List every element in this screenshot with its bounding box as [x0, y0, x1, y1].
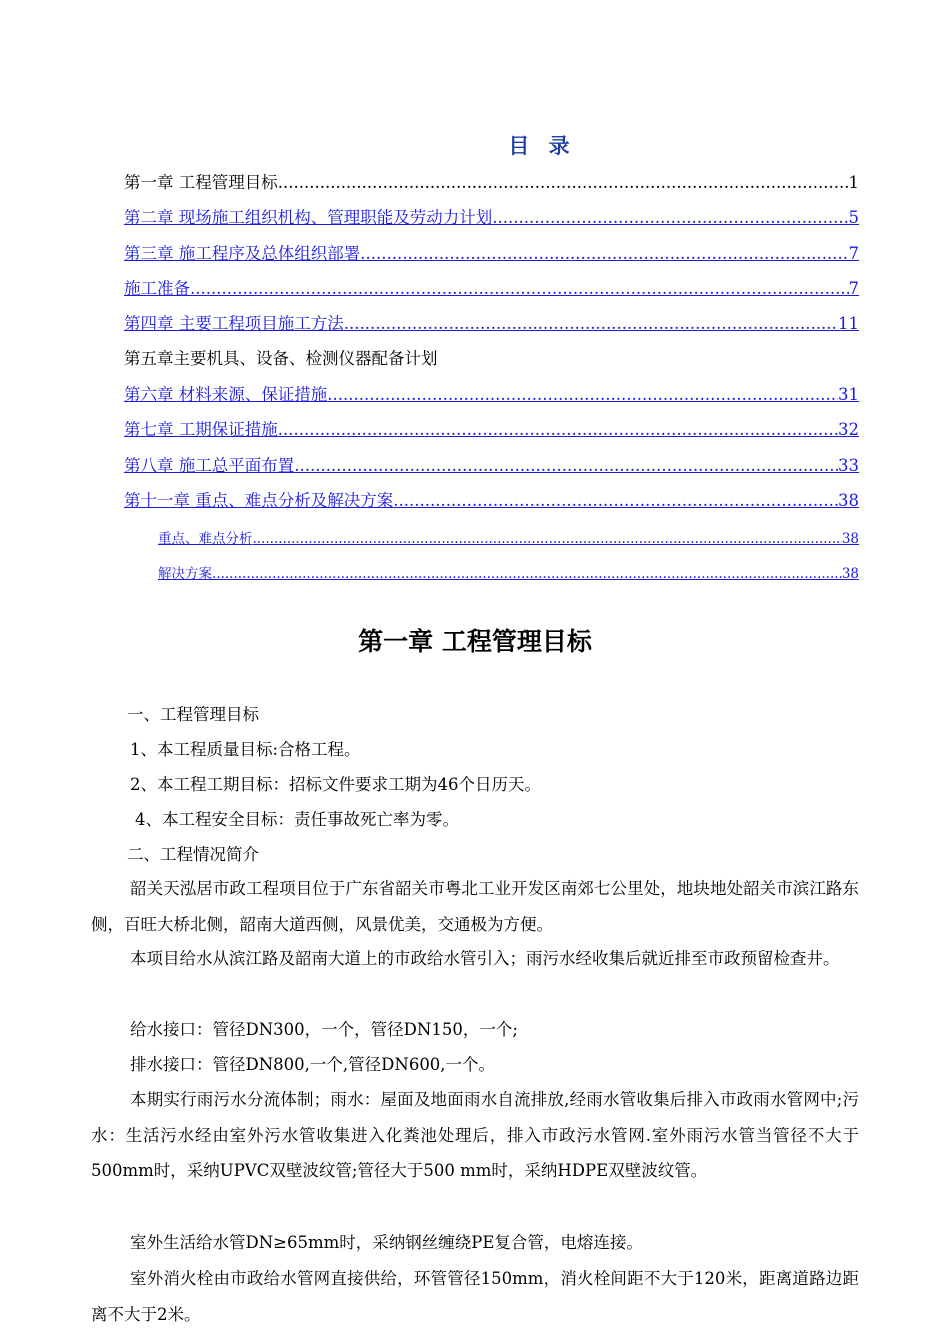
- paragraph: 4、本工程安全目标：责任事故死亡率为零。: [135, 810, 459, 829]
- paragraph: 本项目给水从滨江路及韶南大道上的市政给水管引入；雨污水经收集后就近排至市政预留检查井。: [130, 949, 840, 968]
- toc-entry-link[interactable]: [124, 490, 859, 512]
- paragraph: 室外生活给水管DN≥65mm时，采纳钢丝缠绕PE复合管，电熔连接。: [130, 1233, 643, 1252]
- toc-leader-dots: [278, 172, 849, 194]
- toc-entry-page: 11: [838, 314, 859, 333]
- toc-entry-title: 第二章 现场施工组织机构、管理职能及劳动力计划: [124, 208, 493, 227]
- toc-entry-title: 解决方案: [158, 566, 212, 582]
- toc-entry-title: 施工准备: [124, 279, 190, 298]
- toc-entry-title: 第七章 工期保证措施: [124, 420, 278, 439]
- toc-leader-dots: [344, 313, 838, 335]
- toc-leader-dots: [253, 530, 842, 548]
- toc-leader-dots: [360, 243, 848, 265]
- toc-entry[interactable]: [124, 348, 859, 370]
- toc-entry-title: 第一章 工程管理目标: [124, 173, 278, 192]
- toc-entry-title: 第十一章 重点、难点分析及解决方案: [124, 491, 394, 510]
- toc-entry-link[interactable]: [124, 384, 859, 406]
- toc-entry-link[interactable]: [124, 243, 859, 265]
- toc-leader-dots: [327, 384, 838, 406]
- toc-entry-title: 第四章 主要工程项目施工方法: [124, 314, 344, 333]
- paragraph: 排水接口：管径DN800,一个,管径DN600,一个。: [130, 1055, 496, 1074]
- toc-leader-dots: [294, 455, 838, 477]
- toc-subentry-link[interactable]: [158, 530, 859, 548]
- toc-entry-page: 5: [848, 208, 859, 227]
- toc-entry-page: 38: [841, 566, 859, 582]
- toc-entry-page: 31: [838, 385, 859, 404]
- toc-entry-link[interactable]: [124, 313, 859, 335]
- toc-entry-link[interactable]: [124, 278, 859, 300]
- toc-entry-page: 1: [848, 173, 859, 192]
- toc-entry-page: 33: [838, 456, 859, 475]
- chapter-title: 第一章 工程管理目标: [358, 627, 592, 656]
- toc-entry-link[interactable]: [124, 207, 859, 229]
- toc-subentry-link[interactable]: [158, 565, 859, 583]
- toc-entry-title: 第五章主要机具、设备、检测仪器配备计划: [124, 349, 438, 368]
- toc-leader-dots: [393, 490, 838, 512]
- toc-entry-title: 第六章 材料来源、保证措施: [124, 385, 328, 404]
- toc-entry-link[interactable]: [124, 455, 859, 477]
- toc-entry-page: 7: [848, 244, 859, 263]
- toc-leader-dots: [492, 207, 848, 229]
- paragraph: 韶关天泓居市政工程项目位于广东省韶关市粤北工业开发区南郊七公里处，地块地处韶关市滨江路东侧，百旺大桥北侧，韶南大道西侧，风景优美，交通极为方便。: [91, 879, 859, 934]
- toc-entry-title: 第三章 施工程序及总体组织部署: [124, 244, 361, 263]
- paragraph: 给水接口：管径DN300，一个，管径DN150，一个;: [130, 1020, 518, 1039]
- toc-entry-page: 38: [838, 491, 859, 510]
- toc-leader-dots: [190, 278, 849, 300]
- toc-entry-page: 32: [838, 420, 859, 439]
- paragraph: 2、本工程工期目标：招标文件要求工期为46个日历天。: [130, 775, 541, 794]
- toc-entry-page: 38: [841, 531, 859, 547]
- section-heading: 一、工程管理目标: [127, 705, 259, 724]
- toc-entry[interactable]: [124, 172, 859, 194]
- paragraph: 本期实行雨污水分流体制；雨水：屋面及地面雨水自流排放,经雨水管收集后排入市政雨水管网中;污水：生活污水经由室外污水管收集进入化粪池处理后，排入市政污水管网.室外雨污水管当管径不大于500mm时，采纳UPVC双壁波纹管;管径大于500 mm时，采纳HDPE双壁波纹管。: [91, 1090, 859, 1180]
- toc-entry-title: 第八章 施工总平面布置: [124, 456, 295, 475]
- toc-entry-link[interactable]: [124, 419, 859, 441]
- toc-leader-dots: [278, 419, 838, 441]
- toc-entry-title: 重点、难点分析: [158, 531, 253, 547]
- toc-leader-dots: [212, 565, 842, 583]
- toc-entry-page: 7: [848, 279, 859, 298]
- section-heading: 二、工程情况简介: [127, 845, 259, 864]
- paragraph: 室外消火栓由市政给水管网直接供给，环管管径150mm，消火栓间距不大于120米，距离道路边距离不大于2米。: [91, 1269, 859, 1324]
- paragraph: 1、本工程质量目标:合格工程。: [130, 740, 361, 759]
- toc-title: 目 录: [508, 133, 576, 158]
